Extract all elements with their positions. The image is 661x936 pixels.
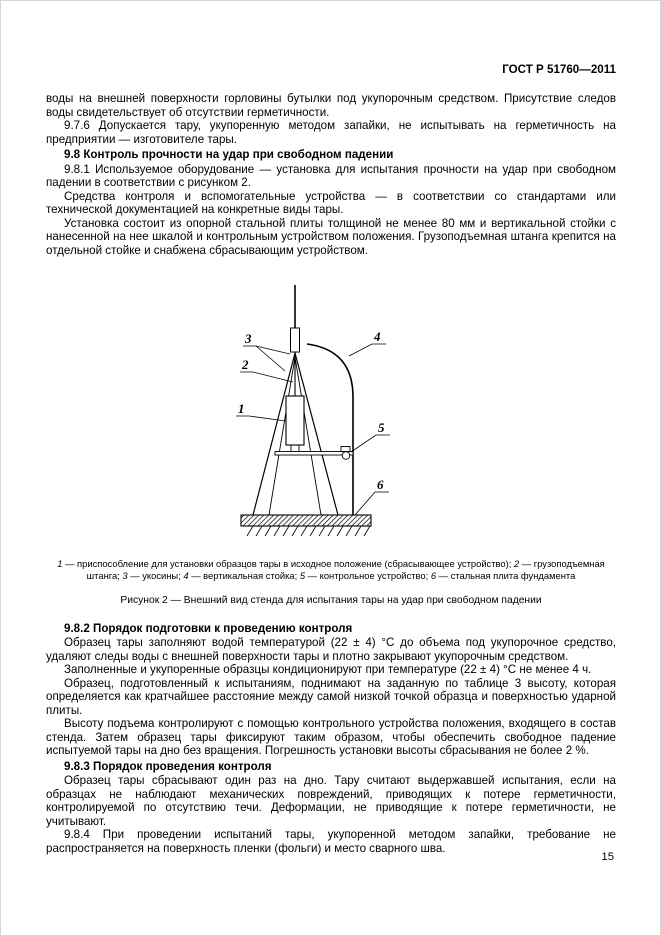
paragraph-9-8-4: 9.8.4 При проведении испытаний тары, укупоренной методом запайки, требование не распространяется на поверхность пленки (фольги) и место сварного шва. bbox=[46, 828, 616, 855]
control-device-body bbox=[341, 447, 350, 452]
callout-2: 2 bbox=[242, 357, 249, 372]
sample-box bbox=[286, 396, 304, 445]
figure-legend: 1 — приспособление для установки образцов тары в исходное положение (сбрасывающее устройство); 2 — грузоподъемная штанга; 3 — укосины; 4 — вертикальная стойка; 5 — контрольное устройство; 6 — стальная плита фундамента bbox=[57, 558, 605, 581]
standard-number: ГОСТ Р 51760—2011 bbox=[502, 63, 616, 76]
figure-caption: Рисунок 2 — Внешний вид стенда для испытания тары на удар при свободном падении bbox=[120, 594, 542, 606]
base-plate bbox=[241, 515, 371, 526]
vertical-stand bbox=[307, 344, 353, 515]
paragraph-lift-height: Образец, подготовленный к испытаниям, поднимают на заданную по таблице 3 высоту, которая определяется как кратчайшее расстояние между самой низкой точкой образца и поверхностью ударной плиты. bbox=[46, 676, 616, 717]
doc-body bbox=[46, 92, 616, 855]
ground-hatch bbox=[247, 526, 370, 536]
callout-6: 6 bbox=[377, 477, 384, 492]
heading-9-8-2: 9.8.2 Порядок подготовки к проведению контроля bbox=[64, 621, 353, 635]
paragraph-height-control: Высоту подъема контролируют с помощью контрольного устройства положения, входящего в состав стенда. Затем образец тары фиксируют таким образом, чтобы обеспечить свободное падение испытуемой тары на дно без вращения. Погрешность установки высоты сбрасывания не более 2 %. bbox=[46, 717, 616, 758]
callout-5: 5 bbox=[378, 420, 385, 435]
paragraph-means: Средства контроля и вспомогательные устройства — в соответствии со стандартами или технической документацией на конкретные виды тары. bbox=[46, 189, 616, 216]
drop-test-stand-diagram bbox=[233, 283, 403, 545]
rod-clamp bbox=[291, 328, 300, 352]
callout-4: 4 bbox=[374, 329, 381, 344]
page-number: 15 bbox=[601, 851, 614, 863]
heading-9-8: 9.8 Контроль прочности на удар при свободном падении bbox=[64, 148, 394, 161]
platform-arm bbox=[275, 452, 353, 456]
doc-header bbox=[46, 63, 616, 76]
paragraph-9-7-6: 9.7.6 Допускается тару, укупоренную методом запайки, не испытывать на герметичность на предприятии — изготовителе тары. bbox=[46, 119, 616, 146]
paragraph-drop-test: Образец тары сбрасывают один раз на дно. Тару считают выдержавшей испытания, если на образцах не наблюдают механических повреждений, приводящих к потере герметичности, контролируемой по отсутствию течи. Деформации, не приводящие к потере герметичности, не учитывают. bbox=[46, 774, 616, 828]
paragraph-fill-sample: Образец тары заполняют водой температурой (22 ± 4) °С до объема под укупорочное средство, удаляют следы воды с внешней поверхности тары и плотно закрывают укупорочным средством. bbox=[46, 636, 616, 663]
heading-9-8-3: 9.8.3 Порядок проведения контроля bbox=[64, 759, 272, 773]
control-device bbox=[342, 452, 350, 460]
paragraph-intro: воды на внешней поверхности горловины бутылки под укупорочным средством. Присутствие следов воды свидетельствует об отсутствии герметичности. bbox=[46, 92, 616, 119]
paragraph-conditioning: Заполненные и укупоренные образцы кондиционируют при температуре (22 ± 4) °С не менее 4 ч. bbox=[64, 663, 592, 677]
paragraph-installation: Установка состоит из опорной стальной плиты толщиной не менее 80 мм и вертикальной стойки с нанесенной на нее шкалой и контрольным устройством положения. Грузоподъемная штанга крепится на отдельной стойке и снабжена сбрасывающим устройством. bbox=[46, 216, 616, 257]
figure-2 bbox=[46, 283, 616, 550]
callout-1: 1 bbox=[238, 401, 245, 416]
paragraph-9-8-1: 9.8.1 Используемое оборудование — установка для испытания прочности на удар при свободном падении в соответствии с рисунком 2. bbox=[46, 162, 616, 189]
callout-3: 3 bbox=[245, 331, 252, 346]
